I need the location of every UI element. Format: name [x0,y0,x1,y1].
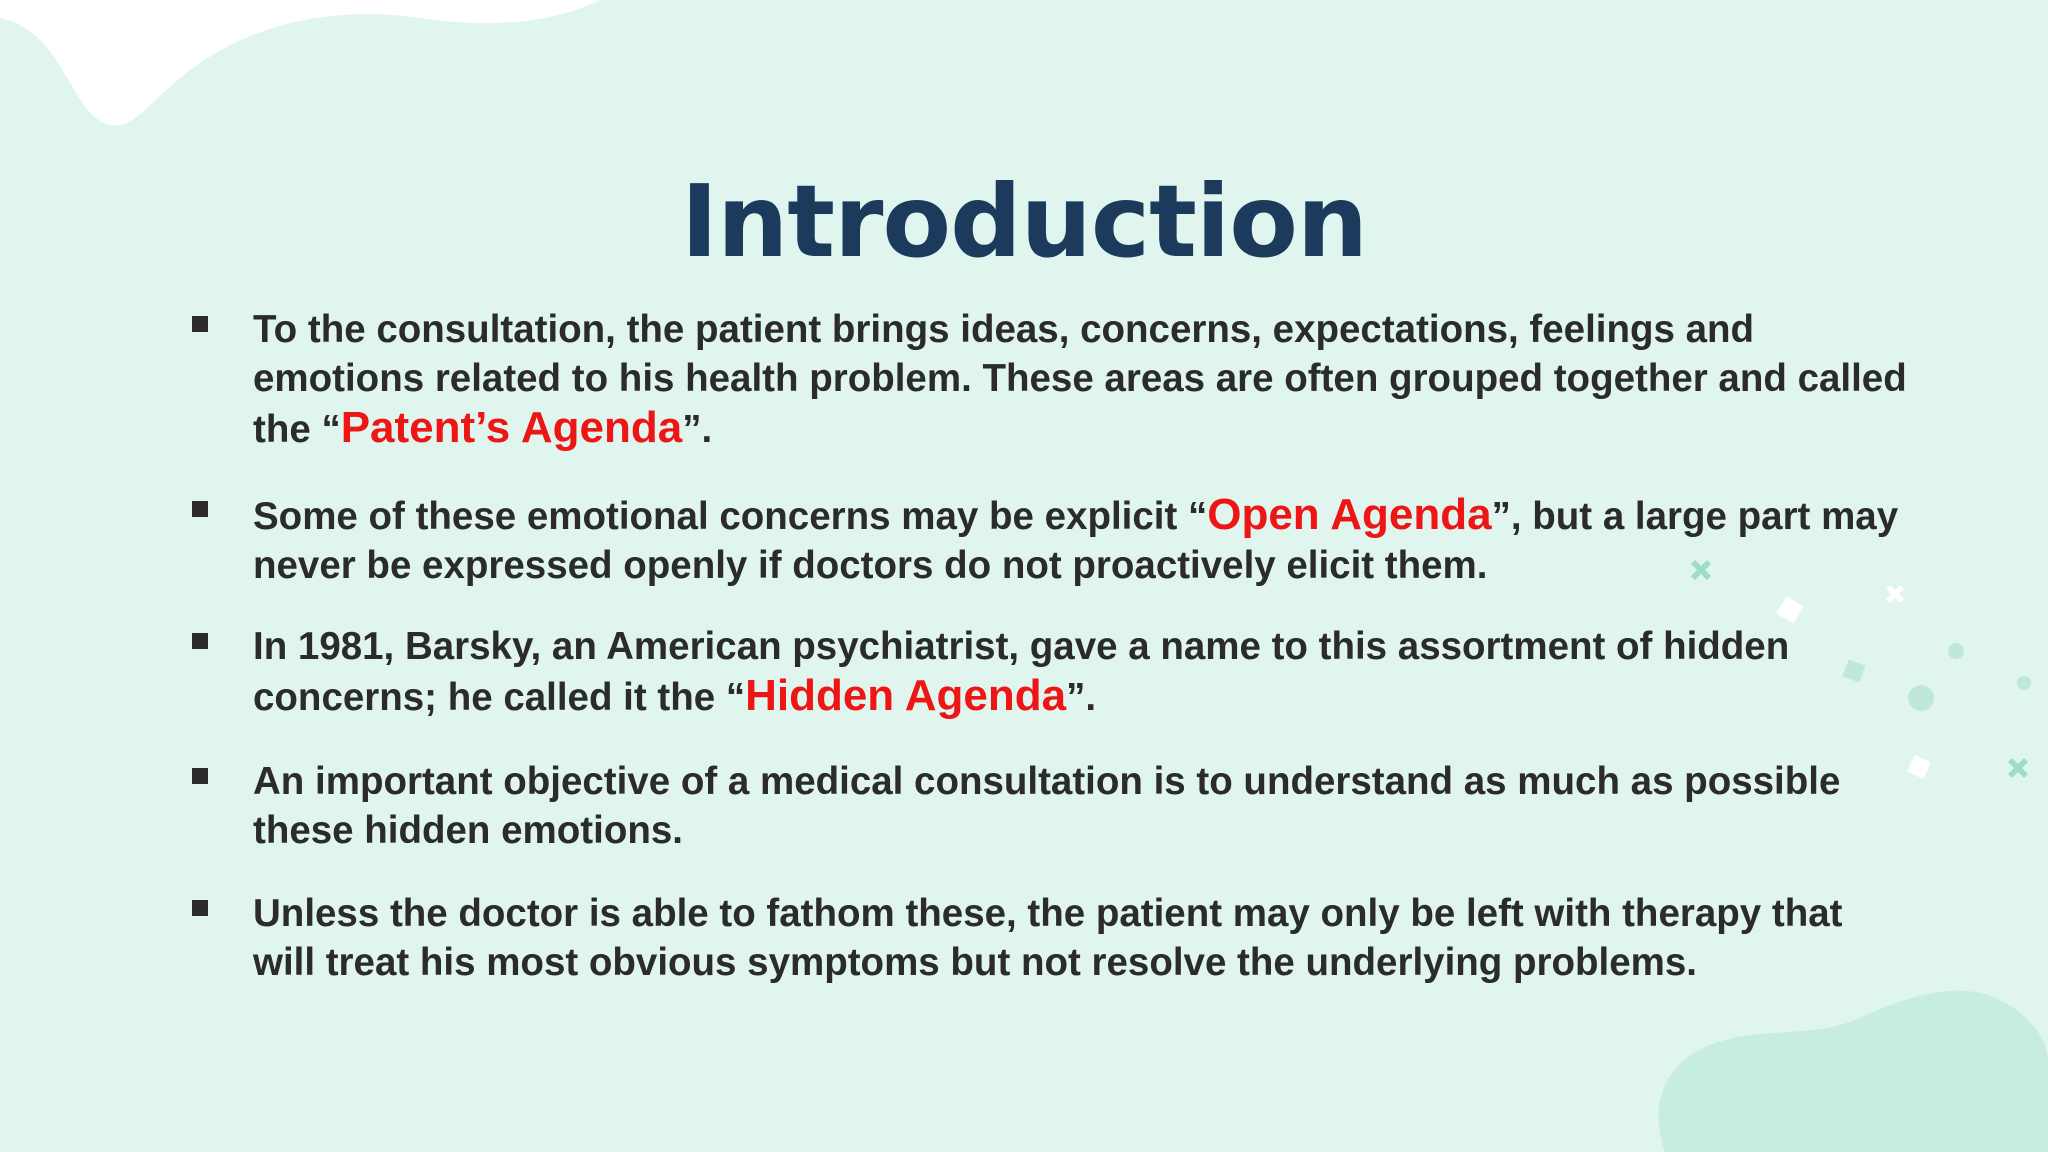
bullet-item [190,490,1910,590]
bullet-item [190,622,1910,722]
bullet-text: In 1981, Barsky, an American psychiatrist, gave a name to this assortment of hidden concerns; he called it the “ [253,625,1790,719]
top-left-blob [0,0,600,126]
sparkle-icon [2008,758,2028,778]
bullet-item [190,757,1910,855]
highlight-term: Hidden Agenda [745,671,1067,720]
bullet-text: ”. [682,408,713,451]
highlight-term: Open Agenda [1207,490,1492,539]
dot-shape [1948,643,1964,659]
bullet-item [190,305,1910,454]
dot-shape [1908,685,1934,711]
bullet-item [190,889,1910,987]
bullet-text: To the consultation, the patient brings ideas, concerns, expectations, feelings and emotions related to his health problem. These areas are often grouped together and called the “ [253,308,1907,451]
square-bullet-icon [192,768,208,784]
diamond-shape [1907,755,1931,779]
bullet-list [190,305,1910,987]
bullet-text: Unless the doctor is able to fathom these, the patient may only be left with therapy that will treat his most obvious symptoms but not resolve the underlying problems. [253,892,1843,984]
bullet-text: An important objective of a medical consultation is to understand as much as possible these hidden emotions. [253,760,1841,852]
square-bullet-icon [192,900,208,916]
bullet-text: Some of these emotional concerns may be explicit “ [253,495,1208,538]
highlight-term: Patent’s Agenda [340,403,683,452]
square-bullet-icon [192,501,208,517]
bullet-text: ”. [1066,676,1097,719]
square-bullet-icon [192,633,208,649]
bullet-text: ”, but a large part may never be expressed openly if doctors do not proactively elicit them. [253,495,1899,587]
bottom-right-blob [1659,991,2048,1152]
square-bullet-icon [192,316,208,332]
slide-title: Introduction [680,163,1368,280]
dot-shape [2017,676,2031,690]
